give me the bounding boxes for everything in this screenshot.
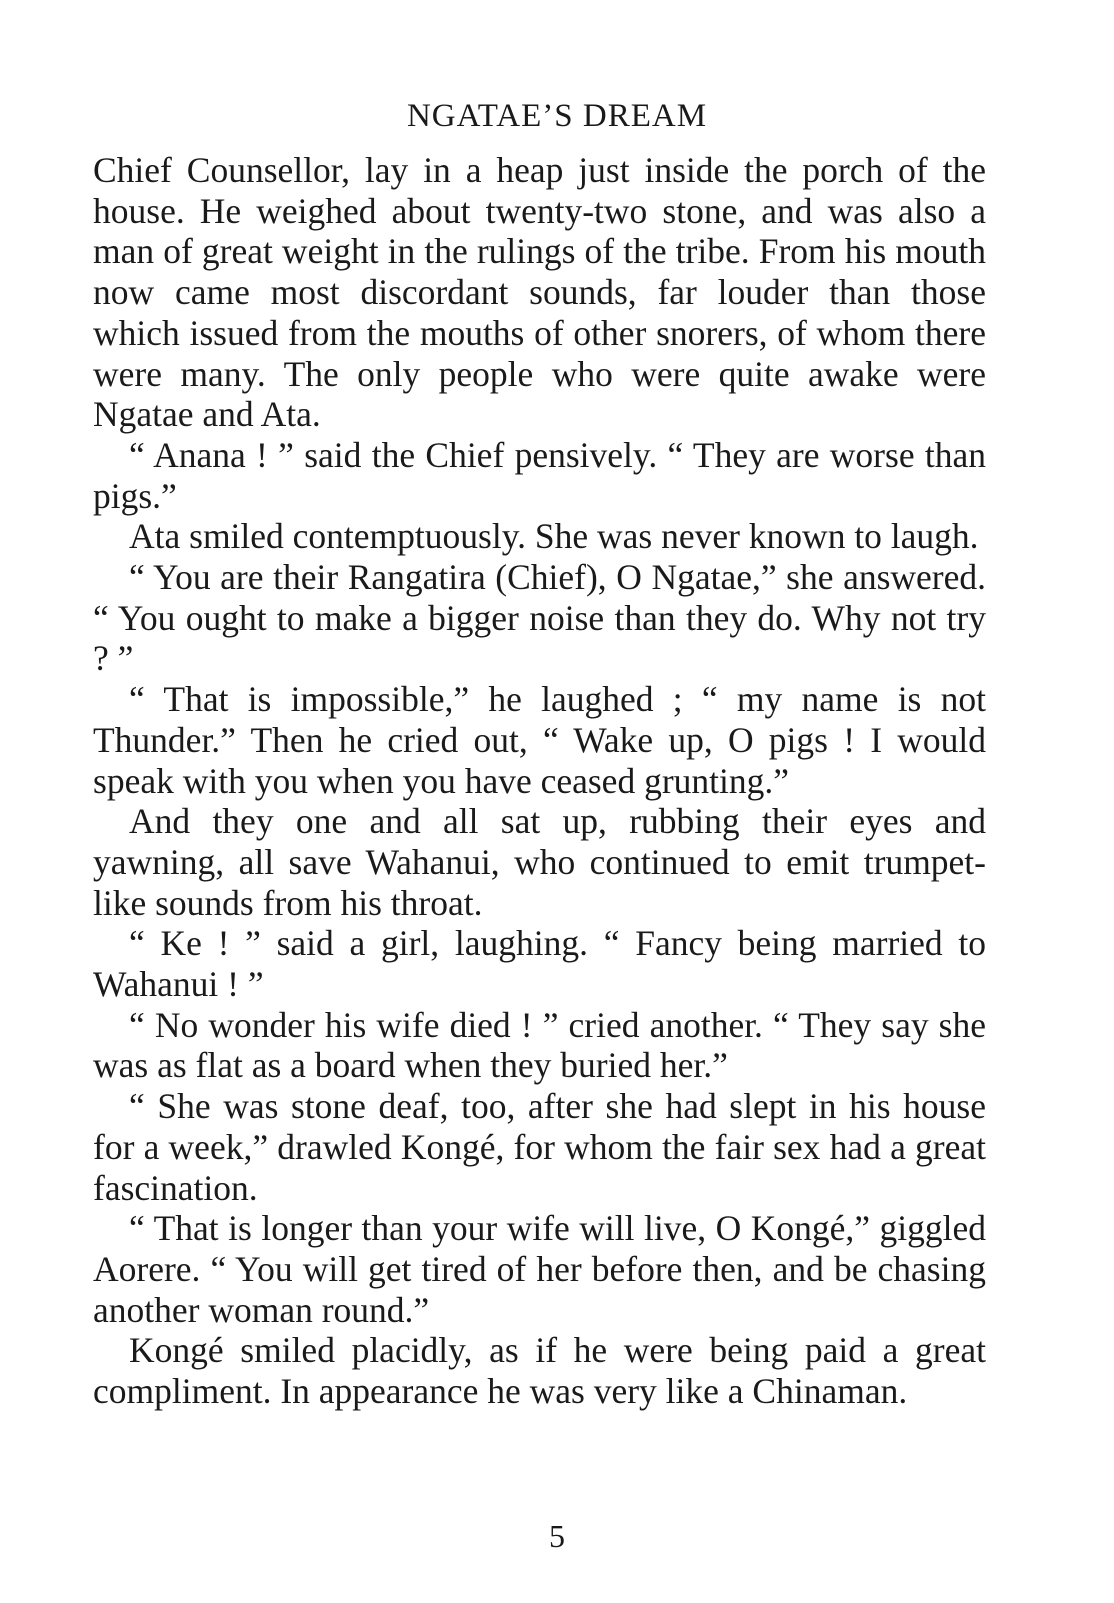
paragraph: “ She was stone deaf, too, after she had slept in his house for a week,” drawled Kongé, for whom the fair sex had a great fascination.	[93, 1086, 986, 1208]
page-number: 5	[549, 1518, 565, 1554]
running-head: NGATAE’S DREAM	[406, 98, 708, 134]
paragraph: Kongé smiled placidly, as if he were being paid a great compliment. In appearance he was very like a Chinaman.	[93, 1330, 986, 1412]
paragraph: “ Ke ! ” said a girl, laughing. “ Fancy being married to Wahanui ! ”	[93, 923, 986, 1005]
paragraph: “ You are their Rangatira (Chief), O Ngatae,” she answered. “ You ought to make a bigger noise than they do. Why not try ? ”	[93, 557, 986, 679]
paragraph: Ata smiled contemptuously. She was never known to laugh.	[129, 516, 979, 557]
paragraph: “ That is longer than your wife will live, O Kongé,” giggled Aorere. “ You will get tired of her before then, and be chasing another woman round.”	[93, 1208, 986, 1330]
paragraph: “ Anana ! ” said the Chief pensively. “ They are worse than pigs.”	[93, 434, 986, 516]
paragraph: Chief Counsellor, lay in a heap just inside the porch of the house. He weighed about twenty-two stone, and was also a man of great weight in the rulings of the tribe. From his mouth now came most discordant sounds, far louder than those which issued from the mouths of other snorers, of whom there were many. The only people who were quite awake were Ngatae and Ata.	[93, 150, 986, 435]
paragraph: “ That is impossible,” he laughed ; “ my name is not Thunder.” Then he cried out, “ Wake up, O pigs ! I would speak with you when you have ceased grunting.”	[93, 679, 986, 801]
paragraph: “ No wonder his wife died ! ” cried another. “ They say she was as flat as a board when they buried her.”	[93, 1004, 986, 1086]
paragraph: And they one and all sat up, rubbing their eyes and yawning, all save Wahanui, who continued to emit trumpet-like sounds from his throat.	[93, 801, 986, 923]
body-text	[93, 150, 986, 1412]
